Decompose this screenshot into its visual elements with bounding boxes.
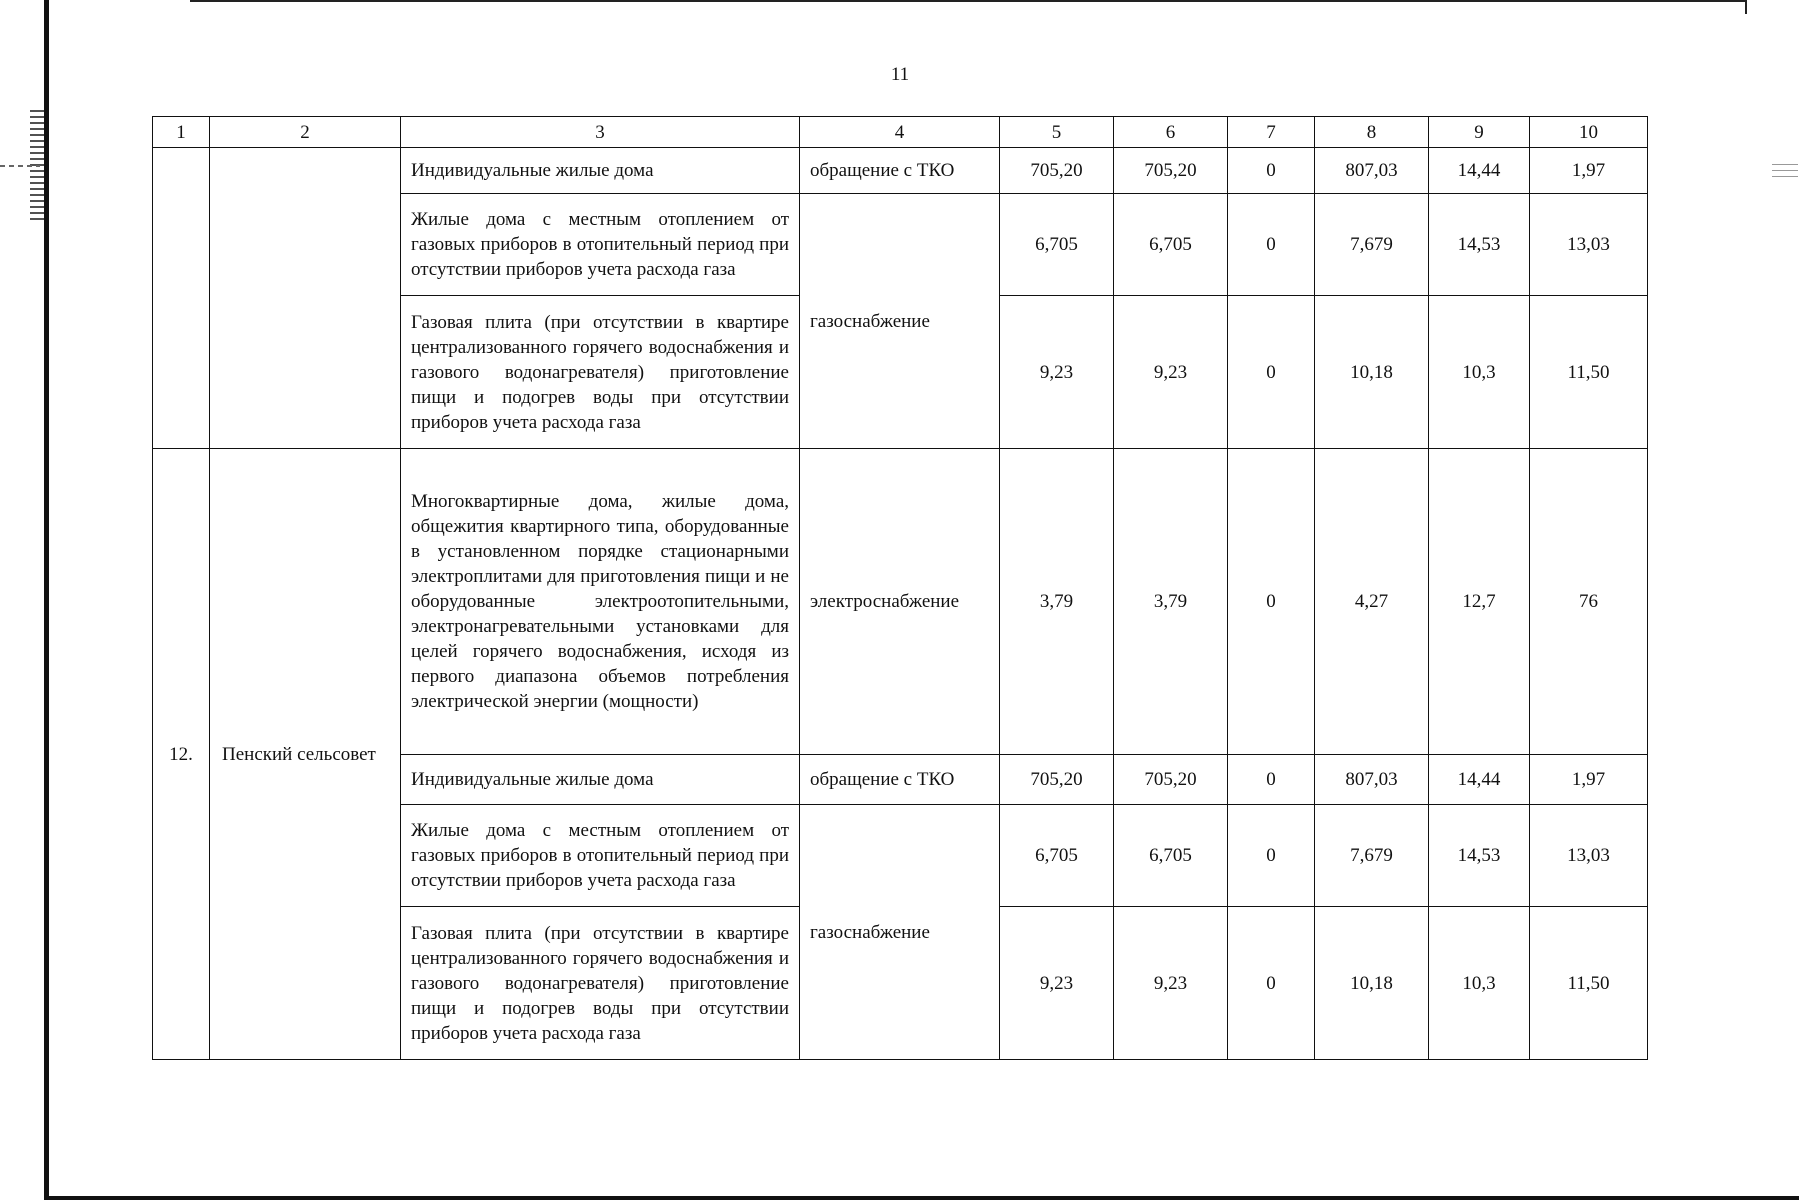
value-cell: 9,23 [1114,296,1228,449]
header-cell: 3 [401,117,800,148]
norms-table [152,116,1648,1060]
value-cell: 6,705 [1114,194,1228,296]
value-cell: 6,705 [1000,805,1114,907]
value-cell: 9,23 [1114,907,1228,1060]
category-cell: Индивидуальные жилые дома [401,148,800,194]
value-cell: 14,44 [1429,148,1530,194]
value-cell: 807,03 [1315,755,1429,805]
value-cell: 76 [1530,449,1648,755]
category-cell: Жилые дома с местным отоплением от газовых приборов в отопительный период при отсутствии приборов учета расхода газа [401,194,800,296]
value-cell: 10,3 [1429,907,1530,1060]
header-cell: 8 [1315,117,1429,148]
value-cell: 0 [1228,755,1315,805]
value-cell: 4,27 [1315,449,1429,755]
value-cell: 1,97 [1530,755,1648,805]
value-cell: 3,79 [1114,449,1228,755]
header-cell: 7 [1228,117,1315,148]
scan-right-edge [1745,0,1747,14]
header-cell: 9 [1429,117,1530,148]
service-cell: электроснабжение [800,449,1000,755]
row-number-cell-empty [153,148,210,449]
scan-right-marks [1772,164,1798,178]
value-cell: 705,20 [1000,755,1114,805]
scan-left-dash [0,165,40,167]
category-cell: Жилые дома с местным отоплением от газовых приборов в отопительный период при отсутствии приборов учета расхода газа [401,805,800,907]
value-cell: 10,18 [1315,907,1429,1060]
value-cell: 0 [1228,449,1315,755]
service-cell: обращение с ТКО [800,148,1000,194]
header-cell: 4 [800,117,1000,148]
category-cell: Газовая плита (при отсутствии в квартире централизованного горячего водоснабжения и газового водонагревателя) приготовление пищи и подогрев воды при отсутствии приборов учета расхода газа [401,296,800,449]
value-cell: 3,79 [1000,449,1114,755]
value-cell: 14,44 [1429,755,1530,805]
value-cell: 13,03 [1530,194,1648,296]
value-cell: 0 [1228,805,1315,907]
value-cell: 9,23 [1000,907,1114,1060]
value-cell: 705,20 [1114,755,1228,805]
category-cell: Индивидуальные жилые дома [401,755,800,805]
table-row [153,148,1648,194]
row-number-cell: 12. [153,449,210,1060]
value-cell: 6,705 [1000,194,1114,296]
header-cell: 6 [1114,117,1228,148]
value-cell: 7,679 [1315,805,1429,907]
value-cell: 6,705 [1114,805,1228,907]
value-cell: 11,50 [1530,907,1648,1060]
scan-top-edge [190,0,1745,2]
value-cell: 1,97 [1530,148,1648,194]
header-cell: 5 [1000,117,1114,148]
value-cell: 12,7 [1429,449,1530,755]
value-cell: 13,03 [1530,805,1648,907]
value-cell: 705,20 [1114,148,1228,194]
scan-left-edge [44,0,49,1200]
category-cell: Многоквартирные дома, жилые дома, общежития квартирного типа, оборудованные в установленном порядке стационарными электроплитами для приготовления пищи и не оборудованные электроотопительными, электронагревательными установками для целей горячего водоснабжения, исходя из первого диапазона объемов потребления электрической энергии (мощности) [401,449,800,755]
service-cell: газоснабжение [800,194,1000,449]
value-cell: 7,679 [1315,194,1429,296]
scan-bottom-edge [44,1196,1799,1200]
header-cell: 10 [1530,117,1648,148]
value-cell: 9,23 [1000,296,1114,449]
table-header-row [153,117,1648,148]
header-cell: 1 [153,117,210,148]
value-cell: 0 [1228,148,1315,194]
value-cell: 807,03 [1315,148,1429,194]
service-cell: обращение с ТКО [800,755,1000,805]
settlement-name-cell: Пенский сельсовет [210,449,401,1060]
value-cell: 0 [1228,194,1315,296]
service-cell: газоснабжение [800,805,1000,1060]
value-cell: 705,20 [1000,148,1114,194]
page-number: 11 [890,64,910,85]
value-cell: 14,53 [1429,194,1530,296]
value-cell: 10,18 [1315,296,1429,449]
value-cell: 14,53 [1429,805,1530,907]
value-cell: 0 [1228,907,1315,1060]
header-cell: 2 [210,117,401,148]
category-cell: Газовая плита (при отсутствии в квартире централизованного горячего водоснабжения и газового водонагревателя) приготовление пищи и подогрев воды при отсутствии приборов учета расхода газа [401,907,800,1060]
table-row [153,449,1648,755]
value-cell: 10,3 [1429,296,1530,449]
value-cell: 0 [1228,296,1315,449]
settlement-cell-empty [210,148,401,449]
value-cell: 11,50 [1530,296,1648,449]
